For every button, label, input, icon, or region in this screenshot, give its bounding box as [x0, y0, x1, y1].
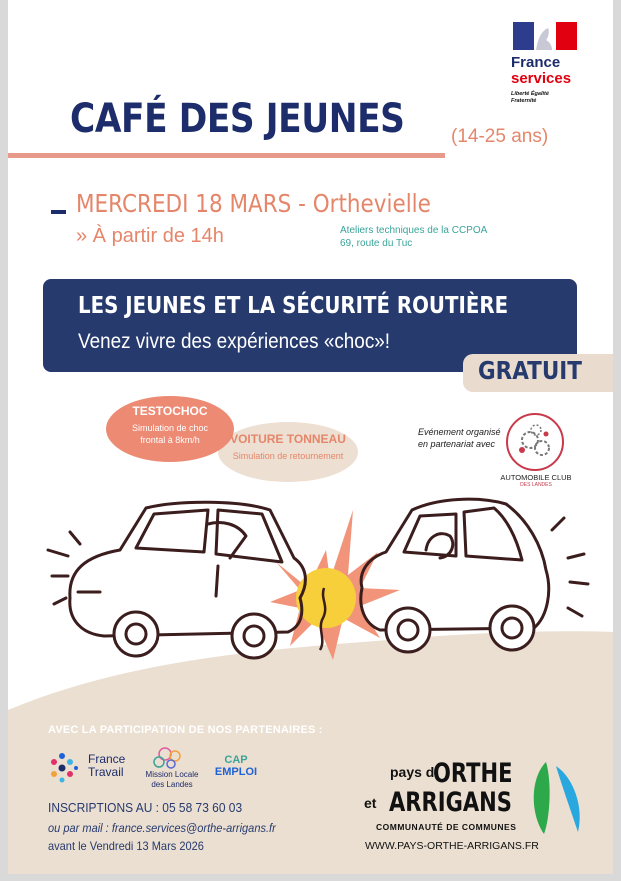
free-badge-label: GRATUIT	[478, 356, 582, 385]
partner-label-line: Mission Locale	[145, 770, 199, 779]
event-time: » À partir de 14h	[76, 225, 224, 247]
community-arrigans: ARRIGANS	[389, 787, 512, 818]
france-travail-label	[88, 753, 125, 779]
registration-phone: INSCRIPTIONS AU : 05 58 73 60 03	[48, 800, 243, 815]
organizer-note-line: Evénement organisé	[418, 427, 501, 437]
organizer-note-line: en partenariat avec	[418, 439, 496, 449]
community-url: WWW.PAYS-ORTHE-ARRIGANS.FR	[365, 840, 539, 852]
community-et: et	[364, 795, 377, 811]
partner-label-line: CAP	[224, 754, 248, 766]
organizer-note	[418, 426, 501, 450]
activity-description: Simulation de retournement	[232, 451, 344, 461]
activity-title: VOITURE TONNEAU	[230, 432, 346, 446]
crash-illustration	[8, 480, 613, 720]
organizer-region: DES LANDES	[520, 482, 552, 488]
activity-description	[106, 422, 234, 446]
venue-line2: 69, route du Tuc	[340, 238, 413, 249]
partner-label-line: Travail	[88, 765, 124, 779]
logo-line2: services	[511, 70, 572, 87]
title-underline	[8, 153, 445, 158]
registration-deadline: avant le Vendredi 13 Mars 2026	[48, 839, 204, 853]
registration-email: ou par mail : france.services@orthe-arrigans.fr	[48, 821, 276, 835]
community-subtitle: COMMUNAUTÉ DE COMMUNES	[376, 822, 517, 832]
orthe-arrigans-logo	[528, 758, 588, 838]
partner-label-line: France	[88, 752, 126, 766]
activity-description-line: Simulation de choc	[131, 423, 209, 433]
poster	[8, 0, 613, 874]
flag-icon	[513, 22, 577, 50]
partners-title: AVEC LA PARTICIPATION DE NOS PARTENAIRES :	[48, 724, 323, 736]
mission-locale-label	[136, 770, 208, 790]
activity-description-line: frontal à 8km/h	[140, 435, 200, 445]
event-date: MERCREDI 18 MARS - Orthevielle	[76, 189, 431, 218]
venue-line1: Ateliers techniques de la CCPOA	[340, 225, 488, 236]
partner-label-line: EMPLOI	[214, 766, 258, 778]
banner-title: LES JEUNES ET LA SÉCURITÉ ROUTIÈRE	[78, 293, 509, 319]
cap-emploi-logo	[206, 754, 266, 778]
date-marker	[51, 210, 66, 214]
organizer-name: AUTOMOBILE CLUB	[500, 473, 572, 482]
event-venue	[340, 224, 487, 250]
page-title: CAFÉ DES JEUNES	[70, 96, 405, 142]
age-range: (14-25 ans)	[451, 126, 549, 147]
motto: Liberté Égalité Fraternité	[511, 91, 549, 104]
logo-line1: France	[511, 54, 561, 71]
activity-title: TESTOCHOC	[132, 404, 208, 418]
community-pays: pays d'	[390, 764, 438, 780]
banner-subtitle: Venez vivre des expériences «choc»!	[78, 330, 391, 353]
partner-label-line: des Landes	[151, 780, 193, 789]
community-orthe: ORTHE	[433, 758, 513, 789]
